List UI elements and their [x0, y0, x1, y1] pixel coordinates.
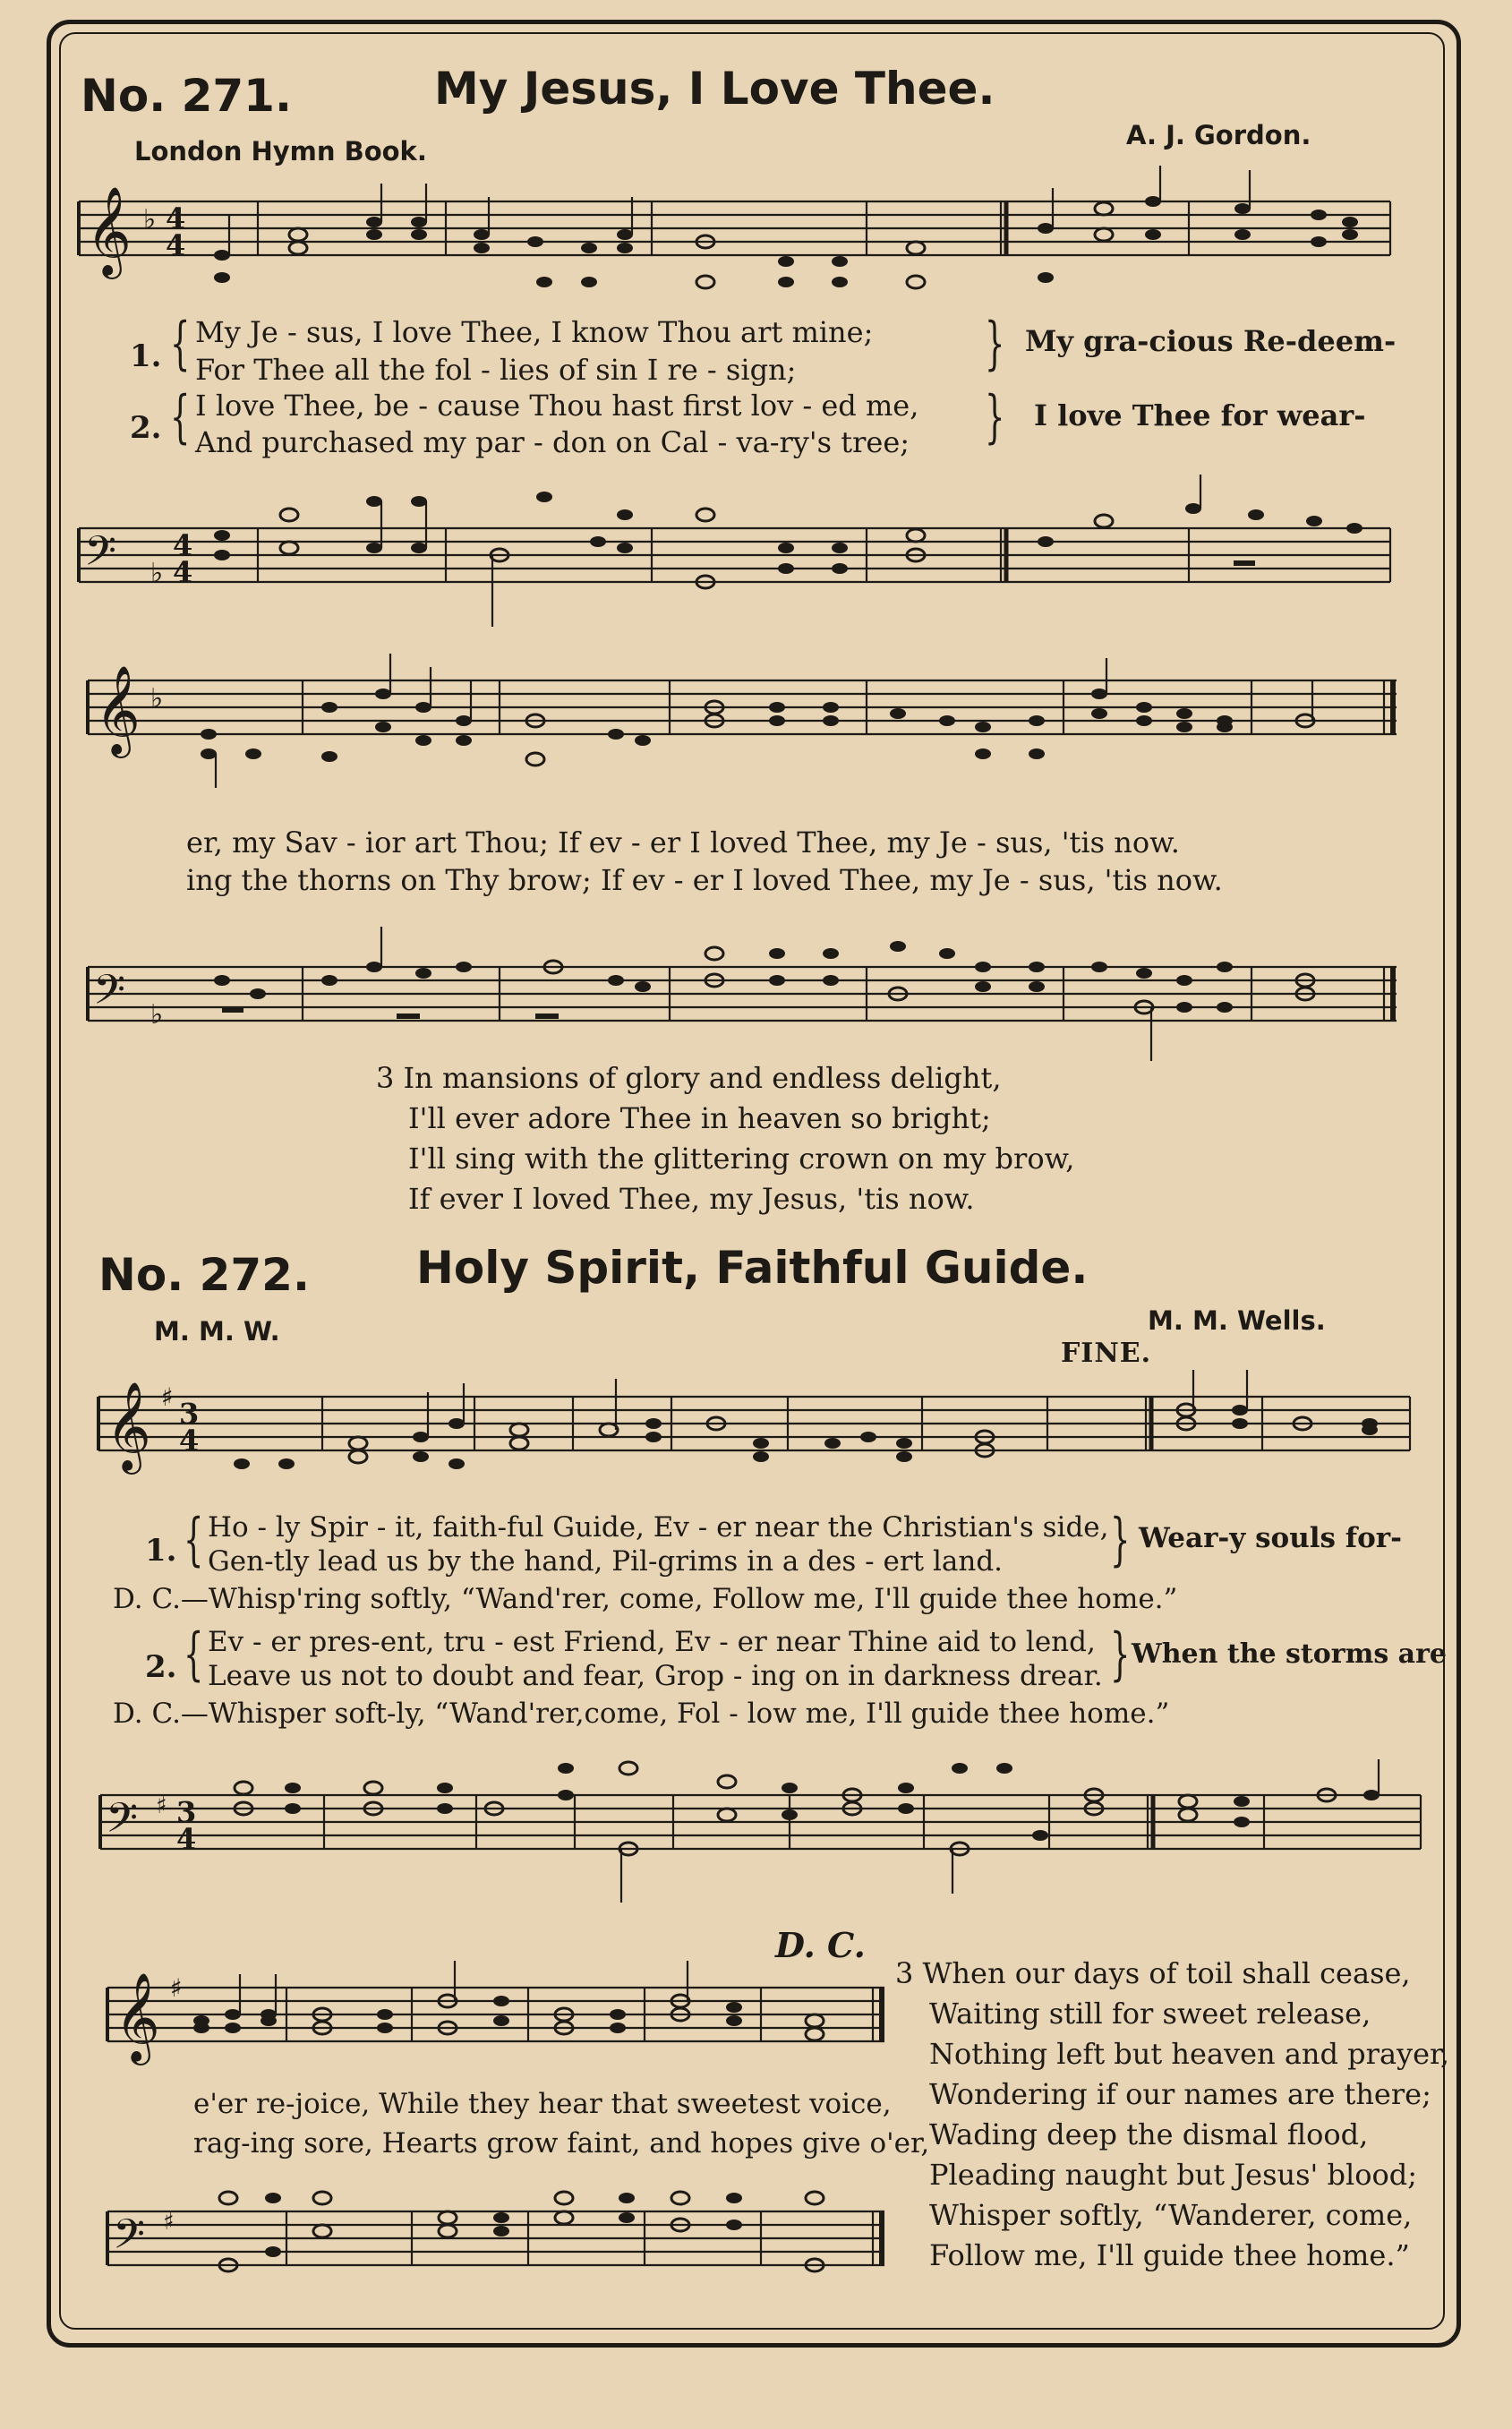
hymn-272-system2-bass-staff	[107, 2176, 895, 2301]
stanza-line: If ever I loved Thee, my Jesus, 'tis now.	[408, 1182, 975, 1216]
time-sig-top: 3	[179, 1397, 200, 1431]
stanza-line: Wondering if our names are there;	[929, 2077, 1431, 2111]
svg-text:𝄞: 𝄞	[95, 665, 141, 755]
brace: }	[985, 384, 1005, 450]
stanza-line: Follow me, I'll guide thee home.”	[929, 2238, 1410, 2272]
hymn-272-verse1-line1: Ho - ly Spir - it, faith-ful Guide, Ev - er near the Christian's side,	[208, 1511, 1109, 1544]
time-sig-top: 3	[176, 1795, 197, 1829]
hymn-272-bass-time-signature	[100, 1759, 279, 1867]
stanza-line: 3 In mansions of glory and endless delight,	[376, 1061, 1002, 1095]
hymn-271-system2-bass-staff	[88, 927, 1404, 1070]
hymn-272-composer: M. M. Wells.	[1148, 1305, 1326, 1336]
svg-text:𝄞: 𝄞	[106, 1381, 151, 1471]
svg-text:♭: ♭	[143, 204, 157, 235]
hymn-272-treble-time-signature	[98, 1370, 278, 1477]
stanza-line: Waiting still for sweet release,	[929, 1997, 1371, 2031]
svg-text:♭: ♭	[150, 558, 164, 589]
hymn-272-title: Holy Spirit, Faithful Guide.	[416, 1242, 1089, 1294]
hymn-272-author: M. M. W.	[154, 1316, 280, 1347]
brace: }	[1110, 1621, 1131, 1688]
hymn-272-verse2-dc-line: D. C.—Whisper soft-ly, “Wand'rer,come, Fol - low me, I'll guide thee home.”	[113, 1698, 1170, 1730]
hymn-271-verse2-line1: I love Thee, be - cause Thou hast first lov - ed me,	[195, 389, 919, 423]
stanza-line: Whisper softly, “Wanderer, come,	[929, 2198, 1413, 2232]
svg-text:𝄢: 𝄢	[84, 527, 117, 586]
hymn-272-system2-line2: rag-ing sore, Hearts grow faint, and hopes give o'er,	[193, 2127, 930, 2160]
stanza-line: I'll sing with the glittering crown on my brow,	[408, 1142, 1075, 1176]
brace: }	[985, 311, 1005, 377]
brace: {	[184, 1621, 204, 1688]
brace: {	[170, 384, 191, 450]
hymn-272-verse2-line2: Leave us not to doubt and fear, Grop - ing on in darkness drear.	[208, 1660, 1103, 1692]
hymn-271-verse2-line2: And purchased my par - don on Cal - va-ry's tree;	[195, 425, 910, 459]
hymn-272-verse1-dc-line: D. C.—Whisp'ring softly, “Wand'rer, come, Follow me, I'll guide thee home.”	[113, 1583, 1178, 1615]
hymn-272-verse2-number: 2.	[145, 1649, 177, 1685]
svg-text:♯: ♯	[161, 1382, 174, 1412]
dc-marking: D. C.	[775, 1925, 866, 1965]
hymn-272-verse2-line1: Ev - er pres-ent, tru - est Friend, Ev - er near Thine aid to lend,	[208, 1626, 1096, 1658]
hymn-272-number: No. 272.	[98, 1249, 310, 1301]
stanza-line: Nothing left but heaven and prayer,	[929, 2037, 1449, 2071]
svg-text:♯: ♯	[163, 2209, 175, 2236]
svg-text:𝄞: 𝄞	[115, 1972, 160, 2062]
time-sig-bottom: 4	[166, 228, 186, 262]
hymn-272-stanza3	[895, 1954, 1449, 2276]
time-sig-bottom: 4	[173, 555, 193, 589]
hymn-271-verse1-line1: My Je - sus, I love Thee, I know Thou art mine;	[195, 315, 874, 349]
hymn-271-verse1-line2: For Thee all the fol - lies of sin I re - sign;	[195, 353, 797, 387]
stanza-line: 3 When our days of toil shall cease,	[895, 1956, 1411, 1990]
hymn-271-stanza3	[376, 1058, 1074, 1219]
hymn-272-system2-line1: e'er re-joice, While they hear that sweetest voice,	[193, 2088, 892, 2120]
svg-text:𝄢: 𝄢	[113, 2211, 146, 2269]
hymn-272-verse1-number: 1.	[145, 1533, 177, 1569]
fine-marking: FINE.	[1061, 1338, 1152, 1369]
hymn-271-system1-treble-staff	[79, 184, 1395, 291]
hymn-272-verse1-continuation: Wear-y souls for-	[1139, 1522, 1403, 1554]
svg-text:♯: ♯	[170, 1973, 183, 2003]
hymn-271-verse2-continuation: I love Thee for wear-	[1034, 398, 1366, 432]
svg-text:𝄞: 𝄞	[86, 186, 132, 276]
hymn-271-system2-line1: er, my Sav - ior art Thou; If ev - er I loved Thee, my Je - sus, 'tis now.	[186, 825, 1180, 860]
hymn-271-verse2-number: 2.	[130, 410, 162, 446]
svg-text:♭: ♭	[150, 683, 164, 714]
hymn-271-system2-treble-staff	[88, 654, 1404, 788]
hymn-271-bass-time-signature	[79, 501, 258, 609]
hymn-271-treble-time-signature	[79, 184, 258, 291]
brace: }	[1110, 1507, 1131, 1573]
hymn-272-system2-treble-staff	[107, 1961, 895, 2095]
hymn-271-source: London Hymn Book.	[134, 136, 427, 167]
svg-text:𝄢: 𝄢	[93, 966, 126, 1024]
hymn-272-system1-treble-staff	[98, 1370, 1414, 1495]
time-sig-top: 4	[166, 201, 186, 235]
svg-text:♯: ♯	[156, 1792, 167, 1819]
stanza-line: Pleading naught but Jesus' blood;	[929, 2158, 1418, 2192]
hymn-271-system1-bass-staff	[79, 501, 1395, 627]
time-sig-top: 4	[173, 528, 193, 562]
time-sig-bottom: 4	[179, 1424, 200, 1458]
stanza-line: I'll ever adore Thee in heaven so bright;	[408, 1101, 991, 1135]
hymn-271-composer: A. J. Gordon.	[1126, 120, 1311, 150]
hymn-271-verse1-number: 1.	[130, 338, 162, 374]
hymn-271-title: My Jesus, I Love Thee.	[434, 63, 995, 115]
hymn-271-system2-line2: ing the thorns on Thy brow; If ev - er I loved Thee, my Je - sus, 'tis now.	[186, 863, 1223, 897]
hymn-272-system1-bass-staff	[100, 1759, 1425, 1903]
brace: {	[170, 311, 191, 377]
time-sig-bottom: 4	[176, 1822, 197, 1856]
hymn-271-number: No. 271.	[81, 70, 292, 122]
hymn-271-verse1-continuation: My gra-cious Re-deem-	[1025, 324, 1397, 358]
svg-text:𝄢: 𝄢	[106, 1794, 139, 1852]
hymn-272-verse1-line2: Gen-tly lead us by the hand, Pil-grims in a des - ert land.	[208, 1545, 1004, 1578]
hymn-272-verse2-continuation: When the storms are	[1132, 1638, 1448, 1670]
svg-text:♭: ♭	[150, 999, 164, 1031]
brace: {	[184, 1507, 204, 1573]
stanza-line: Wading deep the dismal flood,	[929, 2117, 1369, 2151]
